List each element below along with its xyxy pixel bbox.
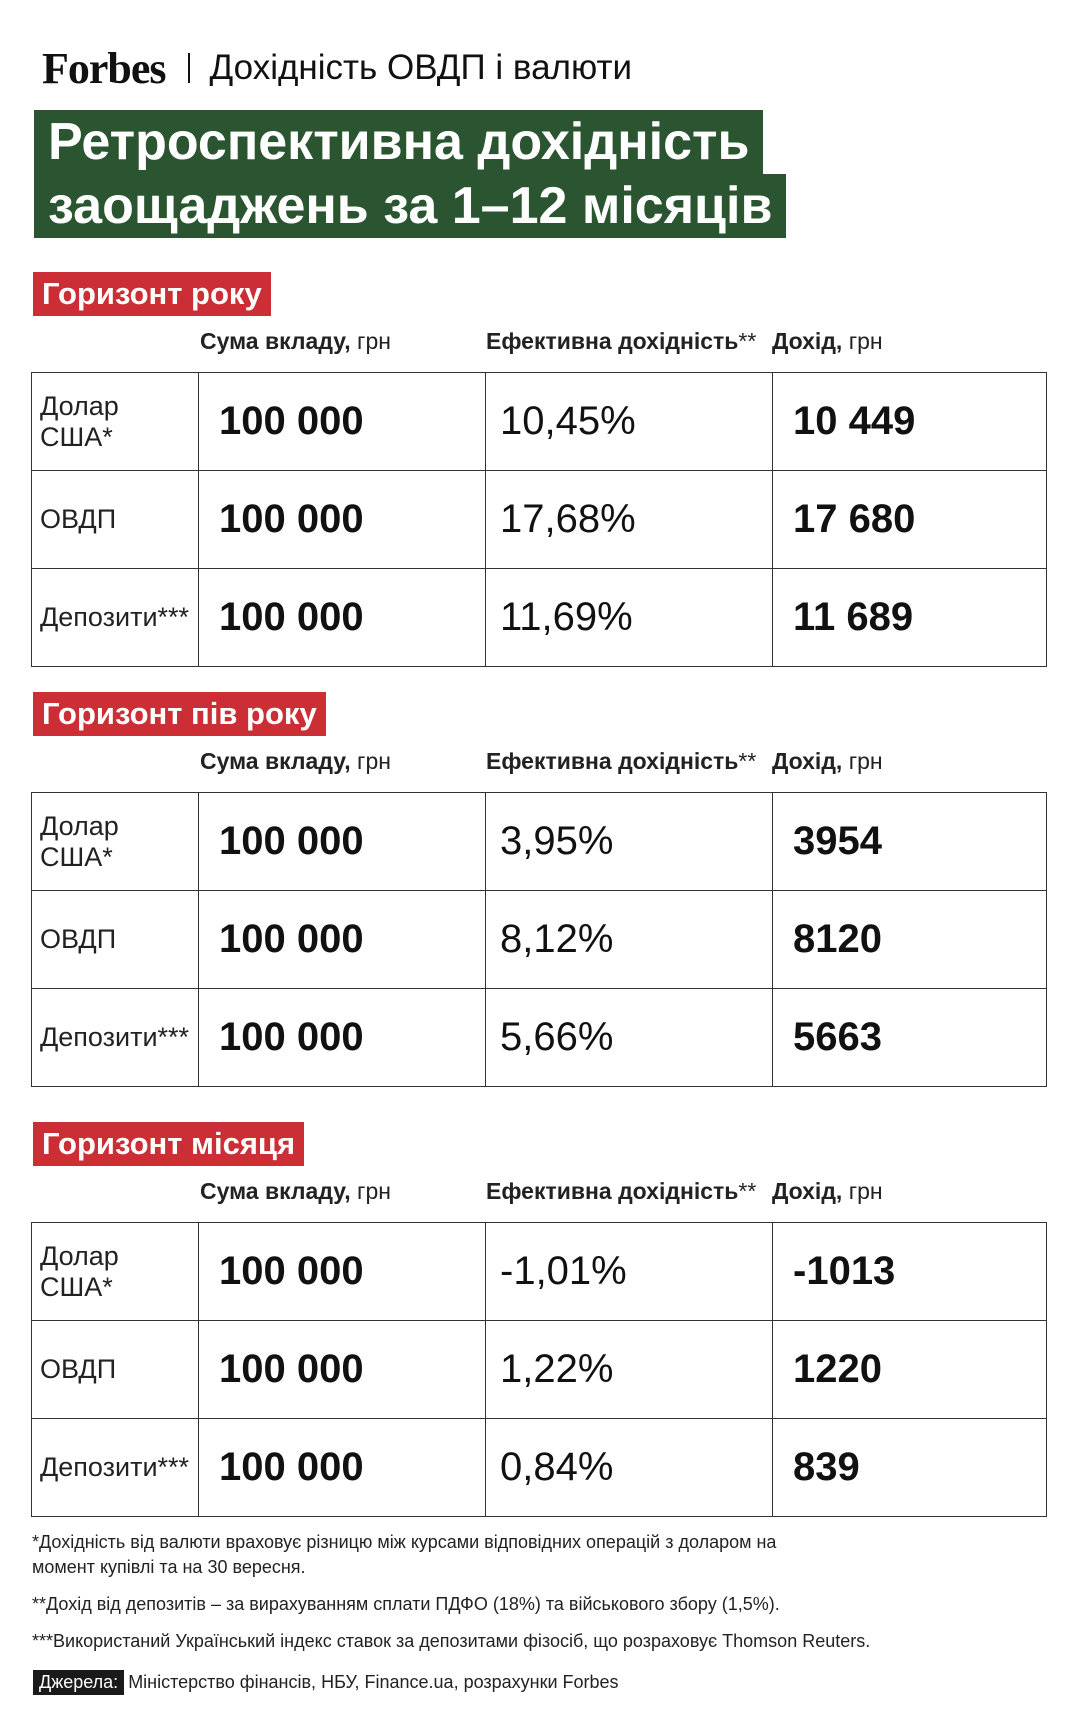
income-cell: 1220	[773, 1321, 1047, 1419]
row-name-cell: ОВДП	[32, 891, 199, 989]
row-name-cell: Долар США*	[32, 373, 199, 471]
amount-cell: 100 000	[199, 471, 486, 569]
column-header-amount-main: Сума вкладу,	[200, 328, 351, 354]
amount-cell: 100 000	[199, 1321, 486, 1419]
yield-cell: 5,66%	[486, 989, 773, 1087]
row-name-cell: Депозити***	[32, 989, 199, 1087]
income-cell: -1013	[773, 1223, 1047, 1321]
table-row	[32, 373, 1047, 471]
column-header-yield-main: Ефективна дохідність	[486, 1178, 739, 1204]
column-header-amount-suffix: грн	[350, 328, 391, 354]
yield-cell: 3,95%	[486, 793, 773, 891]
amount-cell: 100 000	[199, 569, 486, 667]
header-title: Дохідність ОВДП і валюти	[209, 48, 633, 87]
row-name-cell: Долар США*	[32, 1223, 199, 1321]
yield-cell: 8,12%	[486, 891, 773, 989]
yield-cell: 17,68%	[486, 471, 773, 569]
yield-cell: 10,45%	[486, 373, 773, 471]
income-cell: 839	[773, 1419, 1047, 1517]
column-header-yield	[486, 1178, 756, 1205]
table-row	[32, 793, 1047, 891]
amount-cell: 100 000	[199, 1223, 486, 1321]
header	[42, 38, 632, 98]
column-header-yield-suffix: **	[738, 328, 757, 354]
income-cell: 8120	[773, 891, 1047, 989]
income-cell: 10 449	[773, 373, 1047, 471]
column-header-income-suffix: грн	[842, 328, 883, 354]
yield-cell: -1,01%	[486, 1223, 773, 1321]
sources-text: Міністерство фінансів, НБУ, Finance.ua, розрахунки Forbes	[128, 1672, 619, 1692]
header-divider	[188, 53, 190, 83]
row-name-cell: ОВДП	[32, 471, 199, 569]
table-row	[32, 1321, 1047, 1419]
table-row	[32, 569, 1047, 667]
sources-tag: Джерела:	[33, 1670, 124, 1695]
table-row	[32, 891, 1047, 989]
column-header-yield	[486, 328, 756, 355]
amount-cell: 100 000	[199, 793, 486, 891]
column-header-yield-main: Ефективна дохідність	[486, 328, 739, 354]
sources	[33, 1670, 619, 1695]
footnote-2: **Дохід від депозитів – за вирахуванням сплати ПДФО (18%) та військового збору (1,5%).	[32, 1594, 780, 1614]
amount-cell: 100 000	[199, 373, 486, 471]
column-header-income-main: Дохід,	[772, 328, 843, 354]
column-header-income	[772, 1178, 883, 1205]
forbes-logo: Forbes	[42, 43, 166, 93]
table-row	[32, 989, 1047, 1087]
yield-cell: 0,84%	[486, 1419, 773, 1517]
section-label: Горизонт року	[33, 272, 271, 316]
column-header-amount	[200, 1178, 391, 1205]
column-header-amount-suffix: грн	[350, 1178, 391, 1204]
main-title-line-2: заощаджень за 1–12 місяців	[34, 174, 786, 238]
amount-cell: 100 000	[199, 1419, 486, 1517]
income-cell: 11 689	[773, 569, 1047, 667]
section-label: Горизонт пів року	[33, 692, 326, 736]
table-row	[32, 1419, 1047, 1517]
amount-cell: 100 000	[199, 989, 486, 1087]
footnote-3: ***Використаний Український індекс ставок за депозитами фізосіб, що розраховує Thomson Reuters.	[32, 1631, 871, 1651]
column-header-yield-main: Ефективна дохідність	[486, 748, 739, 774]
column-header-amount-suffix: грн	[350, 748, 391, 774]
column-header-income-main: Дохід,	[772, 748, 843, 774]
main-title-line-1: Ретроспективна дохідність	[34, 110, 763, 174]
data-table	[31, 1222, 1047, 1517]
column-header-income	[772, 748, 883, 775]
column-header-income	[772, 328, 883, 355]
column-header-income-main: Дохід,	[772, 1178, 843, 1204]
table-row	[32, 471, 1047, 569]
column-header-amount	[200, 328, 391, 355]
table-row	[32, 1223, 1047, 1321]
income-cell: 5663	[773, 989, 1047, 1087]
yield-cell: 11,69%	[486, 569, 773, 667]
column-header-amount-main: Сума вкладу,	[200, 748, 351, 774]
row-name-cell: Долар США*	[32, 793, 199, 891]
yield-cell: 1,22%	[486, 1321, 773, 1419]
main-title	[34, 110, 786, 238]
column-header-yield	[486, 748, 756, 775]
column-header-yield-suffix: **	[738, 748, 757, 774]
row-name-cell: Депозити***	[32, 1419, 199, 1517]
column-header-amount	[200, 748, 391, 775]
income-cell: 17 680	[773, 471, 1047, 569]
column-header-yield-suffix: **	[738, 1178, 757, 1204]
row-name-cell: Депозити***	[32, 569, 199, 667]
column-header-income-suffix: грн	[842, 748, 883, 774]
section-label: Горизонт місяця	[33, 1122, 304, 1166]
footnote-1: *Дохідність від валюти враховує різницю між курсами відповідних операцій з доларом на момент купівлі та на 30 вересня.	[32, 1532, 777, 1577]
amount-cell: 100 000	[199, 891, 486, 989]
income-cell: 3954	[773, 793, 1047, 891]
column-header-income-suffix: грн	[842, 1178, 883, 1204]
footnotes	[32, 1530, 870, 1666]
column-header-amount-main: Сума вкладу,	[200, 1178, 351, 1204]
data-table	[31, 792, 1047, 1087]
data-table	[31, 372, 1047, 667]
row-name-cell: ОВДП	[32, 1321, 199, 1419]
